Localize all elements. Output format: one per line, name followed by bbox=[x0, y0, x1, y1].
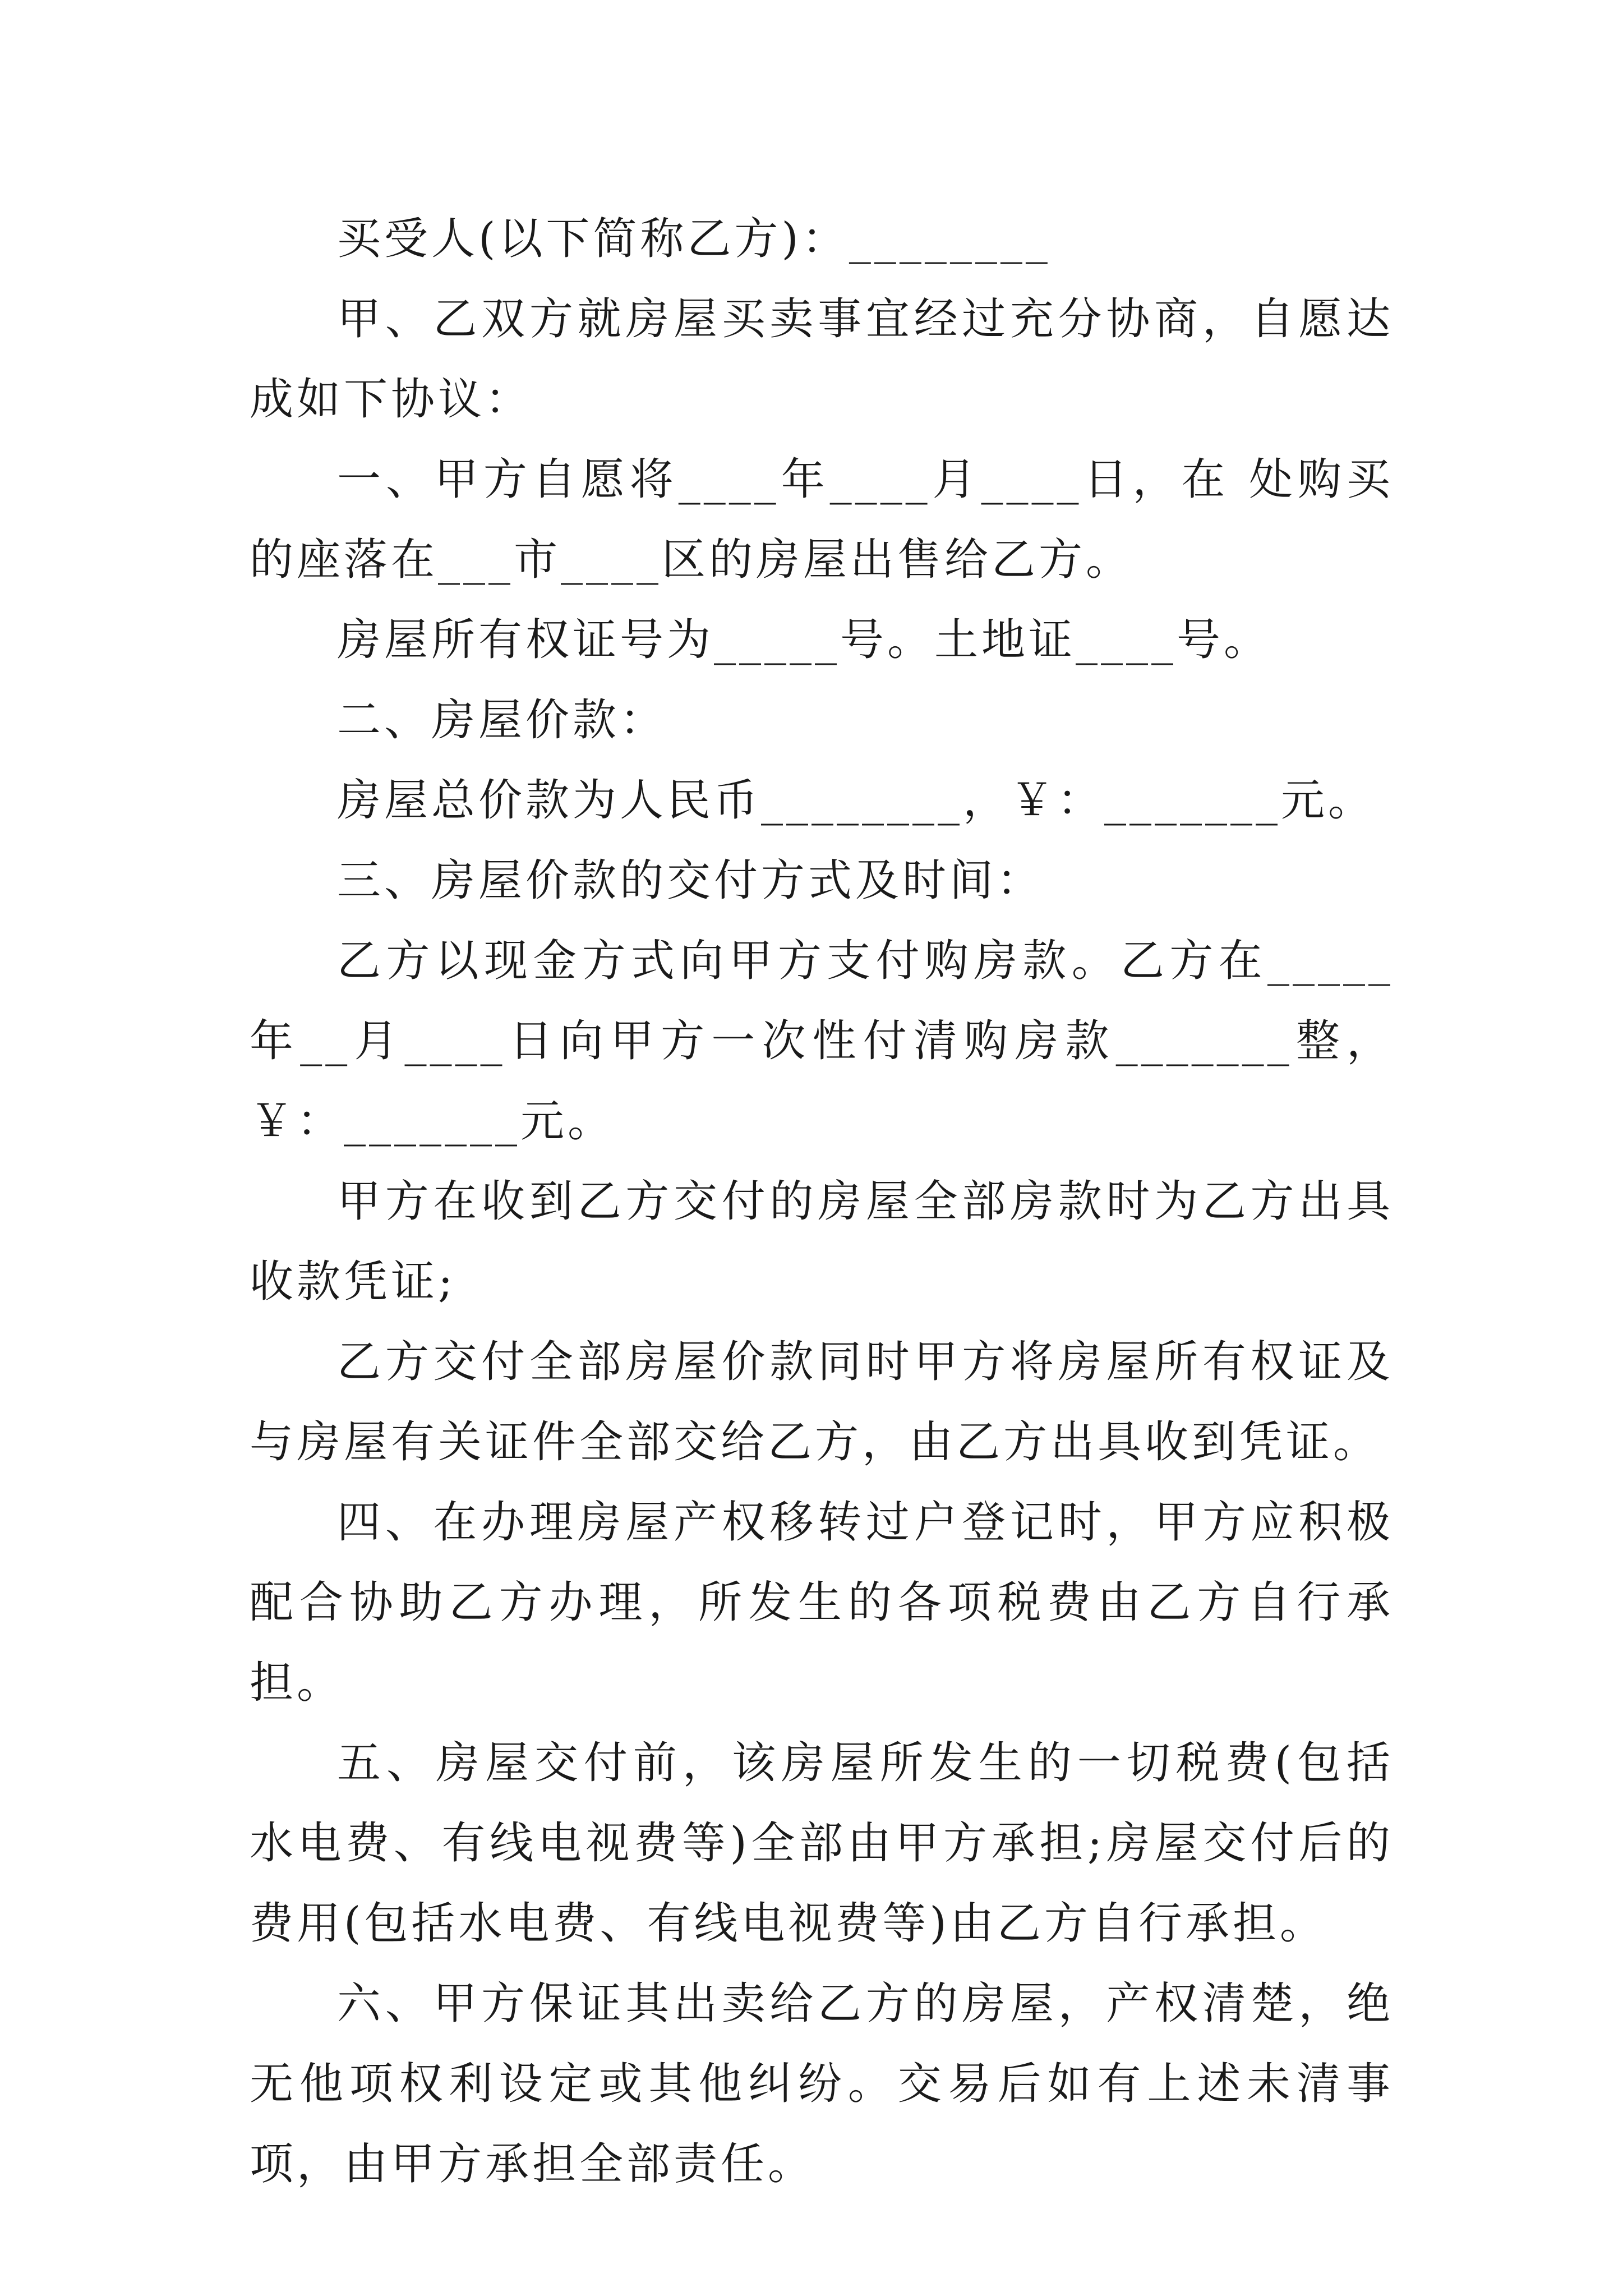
clause-3-handover: 乙方交付全部房屋价款同时甲方将房屋所有权证及与房屋有关证件全部交给乙方，由乙方出具收到凭证。 bbox=[250, 1337, 1394, 1467]
clause-2-heading: 二、房屋价款： bbox=[337, 695, 667, 746]
clause-5-fees: 五、房屋交付前，该房屋所发生的一切税费(包括水电费、有线电视费等)全部由甲方承担;房屋交付后的费用(包括水电费、有线电视费等)由乙方自行承担。 bbox=[250, 1738, 1394, 1949]
agreement-intro: 甲、乙双方就房屋买卖事宜经过充分协商，自愿达成如下协议： bbox=[250, 294, 1394, 425]
clause-2-total-price: 房屋总价款为人民币________，￥：_______元。 bbox=[337, 775, 1376, 826]
clause-1-certificates: 房屋所有权证号为_____号。土地证____号。 bbox=[337, 615, 1271, 665]
clause-3-heading: 三、房屋价款的交付方式及时间： bbox=[337, 855, 1044, 906]
clause-6-warranty: 六、甲方保证其出卖给乙方的房屋，产权清楚，绝无他项权利设定或其他纠纷。交易后如有上述未清事项，由甲方承担全部责任。 bbox=[250, 1978, 1394, 2189]
clause-4-transfer: 四、在办理房屋产权移转过户登记时，甲方应积极配合协助乙方办理，所发生的各项税费由乙方自行承担。 bbox=[250, 1497, 1394, 1708]
clause-1-sale: 一、甲方自愿将____年____月____日，在 处购买的座落在___市____区的房屋出售给乙方。 bbox=[250, 454, 1394, 585]
clause-3-receipt: 甲方在收到乙方交付的房屋全部房款时为乙方出具收款凭证; bbox=[250, 1176, 1394, 1307]
clause-3-payment: 乙方以现金方式向甲方支付购房款。乙方在_____年__月____日向甲方一次性付清购房款_______整，￥：_______元。 bbox=[250, 936, 1394, 1147]
document-body bbox=[250, 199, 1394, 2205]
buyer-line: 买受人(以下简称乙方)：________ bbox=[337, 214, 1051, 264]
